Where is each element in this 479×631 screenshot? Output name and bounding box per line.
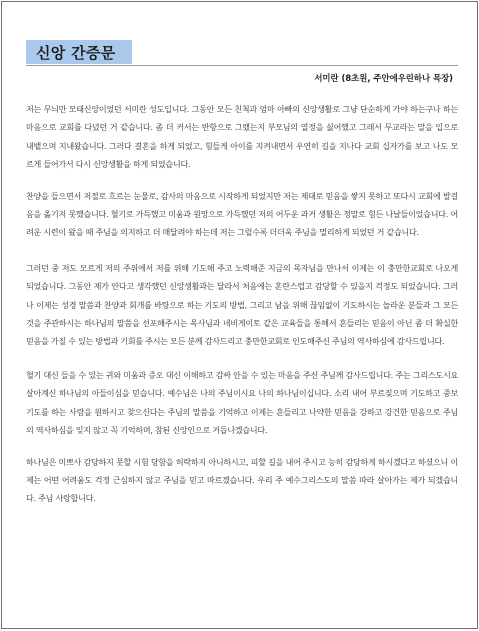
title-divider [26,65,458,66]
paragraph-2: 찬양을 들으면서 저절로 흐르는 눈물로, 감사의 마음으로 시작하게 되었지만 저는 제대로 믿음을 쌓지 못하고 또다시 교회에 발걸음을 옮기지 못했습니다. 혈기로 가득했고 미움과 원망으로 가득했던 저의 어두운 과거 생활은 정말로 힘든 나날들이었습니다. 어려운 시련이 왔을 때 주님을 의지하고 더 매달려야 하는데 저는 그럴수록 더더욱 주님을 멀리하게 되었던 거 같습니다. [26,191,458,238]
paragraph-5: 하나님은 미쁘사 감당하지 못할 시험 당함을 허락하지 아니하시고, 피할 길을 내어 주시고 능히 감당하게 하시겠다고 하셨으니 이제는 어떤 어려움도 걱정 근심하지 않고 주님을 믿고 따르겠습니다. 우리 주 예수그리스도의 말씀 따라 살아가는 제가 되겠습니다. 주님 사랑합니다. [26,457,458,504]
author-line: 서미란 (8초원, 주안에우린하나 목장) [314,73,453,83]
testimony-body [26,101,458,522]
paragraph-3: 그러던 중 저도 모르게 저의 주위에서 저를 위해 기도해 주고 노력해준 지금의 목자님을 만나서 이제는 이 충만한교회로 나오게 되었습니다. 그동안 제가 안다고 생각했던 신앙생활과는 달라서 처음에는 혼란스럽고 감당할 수 있을지 걱정도 되었습니다. 그러나 이제는 성경 말씀과 찬양과 회개를 바탕으로 하는 기도의 방법, 그리고 남을 위해 끊임없이 기도하시는 놀라운 분들과 그 모든 것을 주관하시는 하나님의 말씀을 선포해주시는 목사님과 네비게이토 같은 교육들을 통해서 흔들리는 믿음이 아닌 좀 더 확실한 믿음을 가질 수 있는 방법과 기회를 주시는 모든 분께 감사드리고 충만한교회로 인도해주신 주님의 역사하심에 감사드립니다. [26,263,459,347]
document-page [1,1,478,629]
paragraph-1: 저는 무늬만 모태신앙이었던 서미란 성도입니다. 그동안 모든 친척과 엄마 아빠의 신앙생활로 그냥 단순하게 가야 하는구나 하는 마음으로 교회를 다녔던 거 같습니다. 좀 더 커서는 반항으로 그랬는지 부모님의 열정을 싫어했고 그래서 무교라는 말을 입으로 내뱉으며 지내왔습니다. 그러다 결혼을 하게 되었고, 힘들게 아이를 지켜내면서 우연히 길을 지나다 교회 십자가를 보고 나도 모르게 들어가서 다시 신앙생활을 하게 되었습니다. [26,105,458,170]
page-title: 신앙 간증문 [36,43,116,62]
paragraph-4: 혈기 대신 들을 수 있는 귀와 미움과 증오 대신 이해하고 감싸 안을 수 있는 마음을 주신 주님께 감사드립니다. 주는 그리스도시요 살아계신 하나님의 아들이심을 믿습니다. 예수님은 나의 주님이시요 나의 하나님이십니다. 소리 내어 부르짖으며 기도하고 중보기도를 하는 사람을 원하시고 찾으신다는 주님의 말씀을 기억하고 이제는 흔들리고 나약한 믿음을 강하고 강건한 믿음으로 주님의 역사하심을 잊지 않고 꼭 기억하며, 참된 신앙인으로 거듭나겠습니다. [26,370,458,436]
title-banner [26,40,132,64]
